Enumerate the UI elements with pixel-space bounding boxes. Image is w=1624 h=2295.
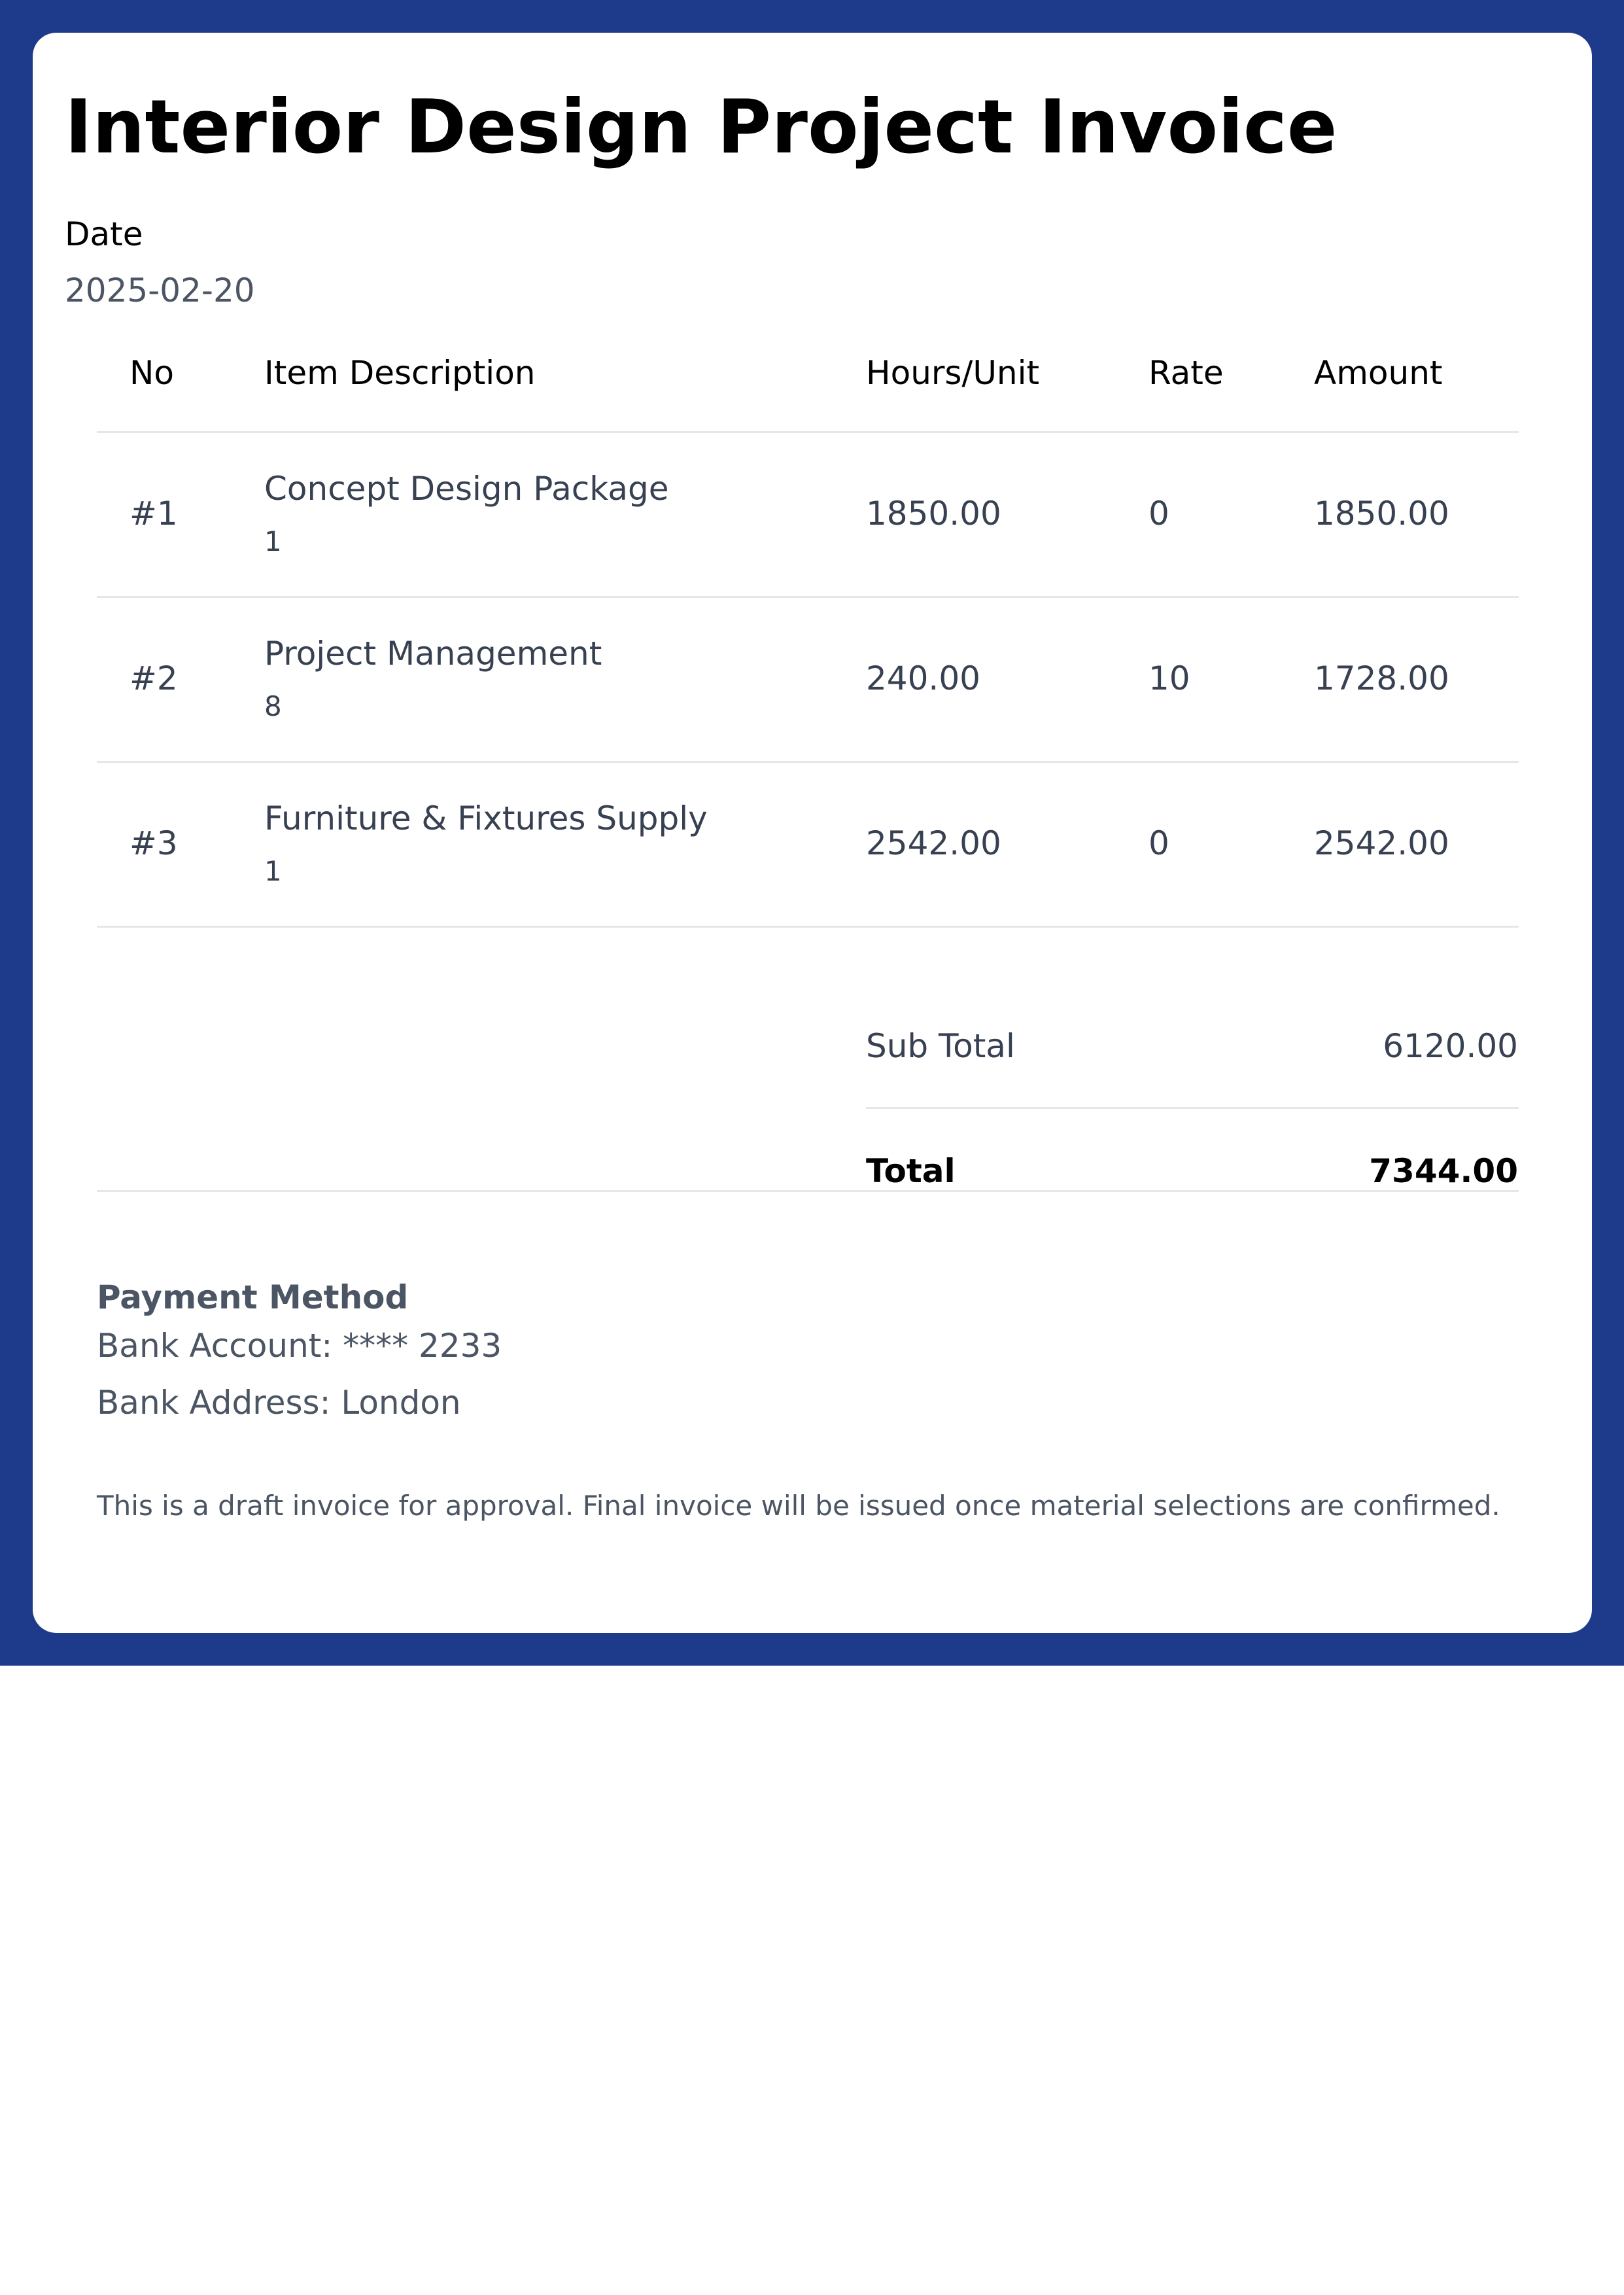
- row-number: #3: [130, 824, 178, 862]
- item-amount: 2542.00: [1314, 824, 1449, 862]
- header-rate: Rate: [1149, 354, 1224, 392]
- date-label: Date: [65, 215, 143, 253]
- item-description: Concept Design Package: [264, 470, 669, 508]
- date-value: 2025-02-20: [65, 272, 255, 309]
- table-row: [65, 598, 1559, 762]
- bank-address: Bank Address: London: [97, 1384, 461, 1422]
- payment-method-heading: Payment Method: [97, 1278, 409, 1316]
- item-rate: 0: [1149, 495, 1169, 533]
- header-item-description: Item Description: [264, 354, 536, 392]
- item-hours-unit: 2542.00: [866, 824, 1001, 862]
- invoice-title: Interior Design Project Invoice: [65, 84, 1338, 170]
- item-quantity: 8: [264, 690, 282, 722]
- item-description: Project Management: [264, 635, 602, 673]
- bank-account: Bank Account: **** 2233: [97, 1327, 502, 1365]
- header-no: No: [130, 354, 174, 392]
- row-number: #2: [130, 659, 178, 697]
- item-rate: 0: [1149, 824, 1169, 862]
- subtotal-label: Sub Total: [866, 1027, 1015, 1065]
- item-hours-unit: 1850.00: [866, 495, 1001, 533]
- item-quantity: 1: [264, 525, 282, 557]
- subtotal-value: 6120.00: [1383, 1027, 1518, 1065]
- total-label: Total: [866, 1152, 956, 1190]
- item-amount: 1728.00: [1314, 659, 1449, 697]
- item-rate: 10: [1149, 659, 1190, 697]
- header-hours-unit: Hours/Unit: [866, 354, 1040, 392]
- table-row: [65, 763, 1559, 927]
- row-divider: [97, 926, 1519, 928]
- item-description: Furniture & Fixtures Supply: [264, 799, 708, 837]
- item-quantity: 1: [264, 855, 282, 887]
- summary-divider: [866, 1107, 1519, 1109]
- invoice-note: This is a draft invoice for approval. Final invoice will be issued once material selections are confirmed.: [97, 1490, 1500, 1522]
- total-value: 7344.00: [1369, 1152, 1518, 1190]
- item-amount: 1850.00: [1314, 495, 1449, 533]
- header-amount: Amount: [1314, 354, 1443, 392]
- summary-bottom-divider: [97, 1190, 1519, 1192]
- row-number: #1: [130, 495, 178, 533]
- item-hours-unit: 240.00: [866, 659, 980, 697]
- table-row: [65, 433, 1559, 597]
